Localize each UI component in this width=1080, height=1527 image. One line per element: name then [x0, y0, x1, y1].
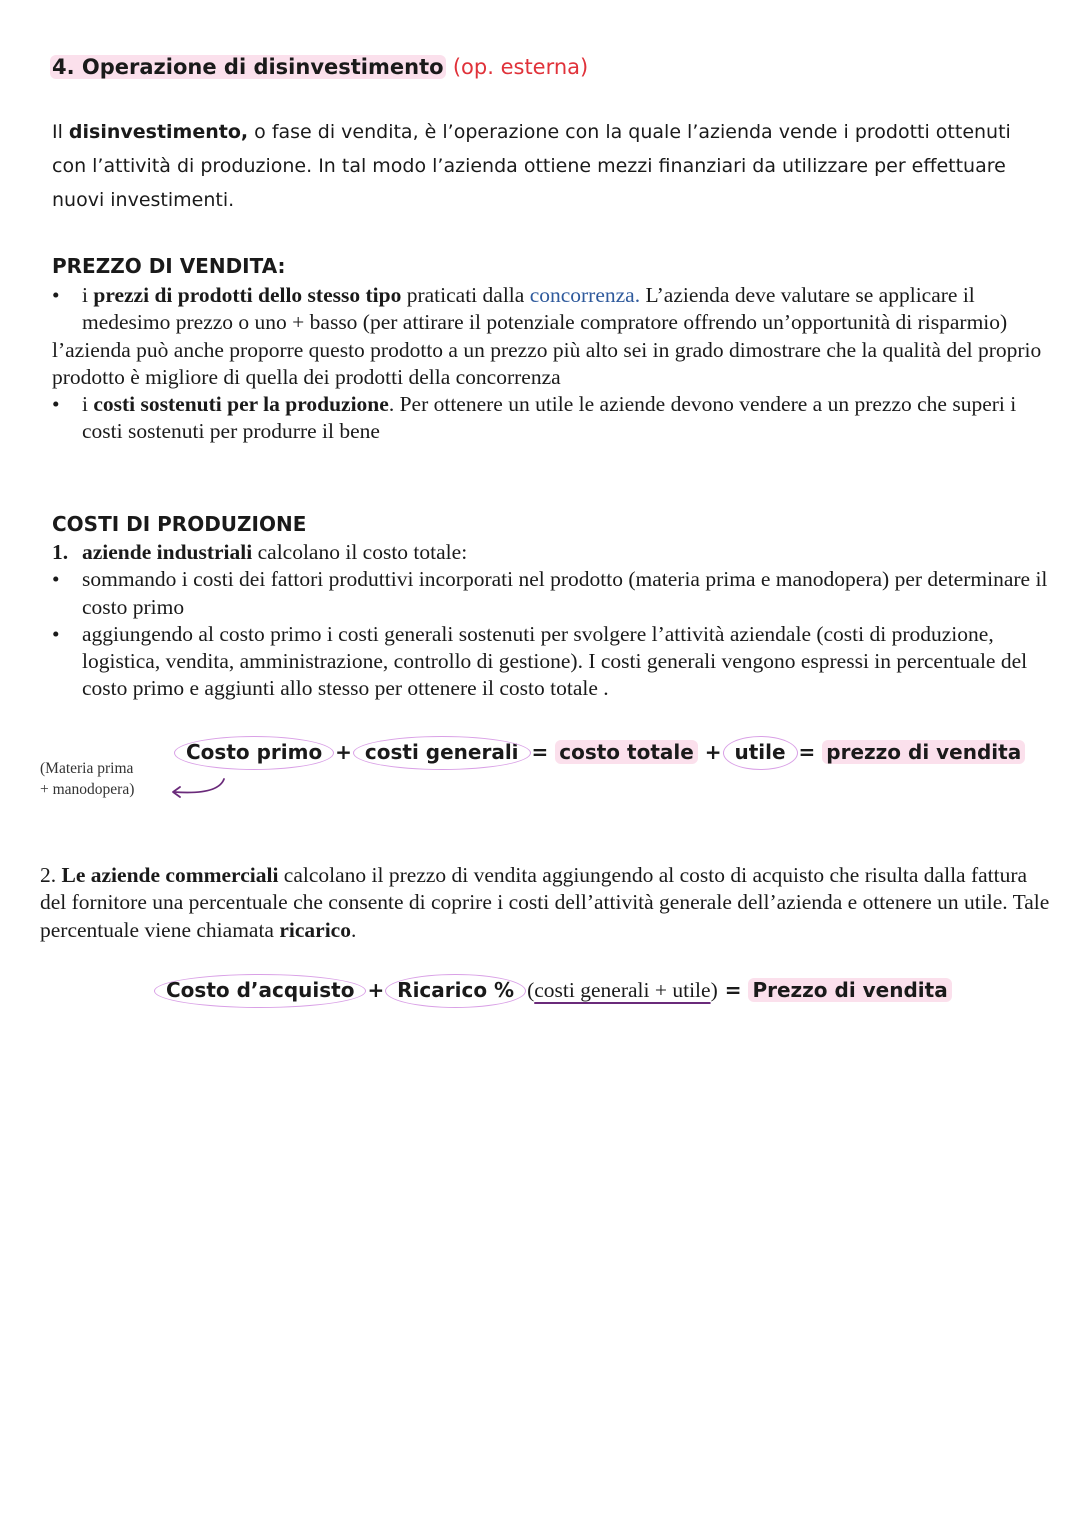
section-title-note: (op. esterna)	[452, 55, 589, 79]
bullet-icon: •	[52, 283, 60, 307]
formula-term-ricarico: Ricarico %	[391, 978, 520, 1002]
list-item: • sommando i costi dei fattori produttivi incorporati nel prodotto (materia prima e manodopera) per determinare il costo primo	[52, 567, 1048, 619]
formula-term-costi-utile: costi generali + utile	[534, 978, 711, 1002]
list-item: • i costi sostenuti per la produzione. Per ottenere un utile le aziende devono vendere a un prezzo che superi i costi sostenuti per produrre il bene	[52, 392, 1017, 444]
bullet-icon: •	[52, 621, 60, 646]
formula-term-utile: utile	[729, 740, 792, 764]
formula-term-costo-totale: costo totale	[555, 740, 698, 764]
formula-costo-totale: Costo primo + costi generali = costo totale + utile = prezzo di vendita	[180, 740, 1025, 764]
formula-term-costi-generali: costi generali	[359, 740, 525, 764]
heading-prezzo-di-vendita: PREZZO DI VENDITA:	[52, 254, 286, 278]
heading-costi-di-produzione: COSTI DI PRODUZIONE	[52, 512, 307, 536]
commerciali-paragraph: 2. Le aziende commerciali calcolano il prezzo di vendita aggiungendo al costo di acquisto che risulta dalla fattura del fornitore una percentuale che consente di coprire i costi dell’attività generale dell’azienda e ottenere un utile. Tale percentuale viene chiamata ricarico.	[40, 863, 1050, 942]
formula-term-prezzo: prezzo di vendita	[822, 740, 1025, 764]
bullet-icon: •	[52, 567, 60, 592]
concorrenza-highlight: concorrenza.	[529, 283, 641, 307]
section-title-label: 4. Operazione di disinvestimento	[52, 55, 444, 79]
formula-term-costo-acquisto: Costo d’acquisto	[160, 978, 360, 1002]
intro-keyword: disinvestimento,	[68, 121, 249, 143]
materia-prima-note: (Materia prima + manodopera)	[40, 760, 135, 798]
list-item: • i prezzi di prodotti dello stesso tipo praticati dalla concorrenza. L’azienda deve valutare se applicare il medesimo prezzo o uno + basso (per attirare il potenziale compratore offrendo un’opportunità di risparmio)	[52, 283, 1008, 335]
prezzo-note: l’azienda può anche proporre questo prodotto a un prezzo più alto sei in grado dimostrare che la qualità del proprio prodotto è migliore di quella dei prodotti della concorrenza	[52, 337, 1042, 389]
formula-prezzo-commerciale: Costo d’acquisto + Ricarico % (costi generali + utile) = Prezzo di vendita	[160, 978, 952, 1003]
costi-block	[52, 539, 1062, 703]
section-title	[50, 55, 588, 79]
formula-term-costo-primo: Costo primo	[180, 740, 328, 764]
curved-arrow-icon	[168, 776, 230, 802]
list-item: • aggiungendo al costo primo i costi generali sostenuti per svolgere l’attività aziendale (costi di produzione, logistica, vendita, amministrazione, controllo di gestione). I costi generali vengono espressi in percentuale del costo primo e aggiunti allo stesso per ottenere il costo totale .	[52, 621, 1028, 701]
formula-term-prezzo-vendita: Prezzo di vendita	[748, 978, 951, 1002]
prezzo-block	[52, 282, 1052, 446]
bullet-icon: •	[52, 392, 60, 417]
numbered-item: 1. aziende industriali calcolano il costo totale:	[52, 540, 468, 564]
intro-paragraph: Il disinvestimento, o fase di vendita, è l’operazione con la quale l’azienda vende i prodotti ottenuti con l’attività di produzione. In tal modo l’azienda ottiene mezzi finanziari da utilizzare per effettuare nuovi investimenti.	[52, 121, 1011, 211]
